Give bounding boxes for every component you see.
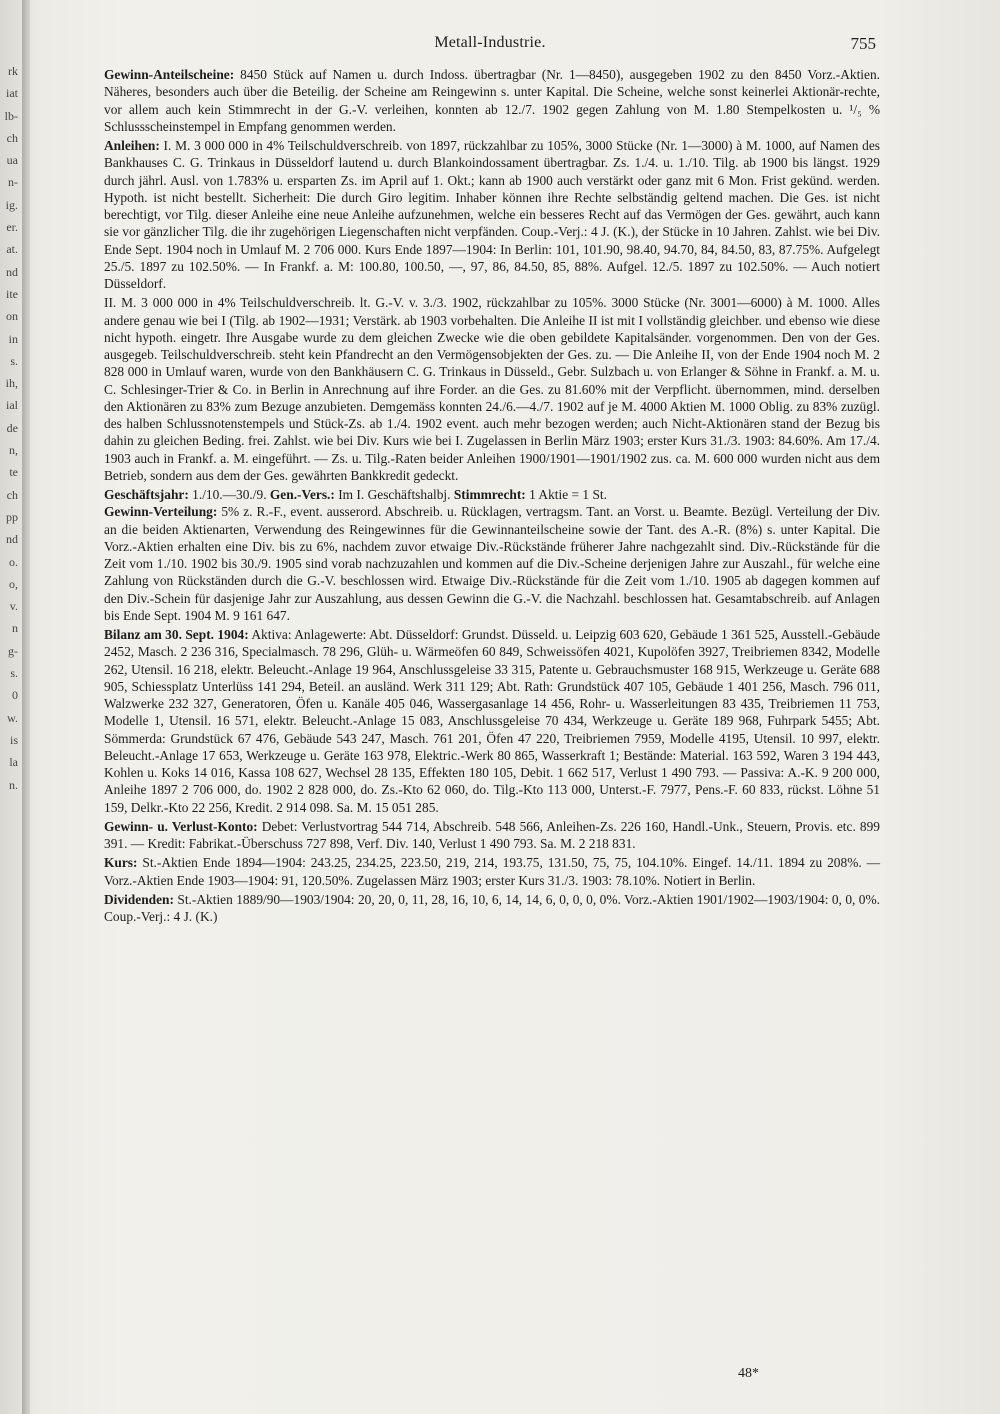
margin-fragment: ial bbox=[6, 398, 18, 413]
section-heading-gen-vers: Gen.-Vers.: bbox=[269, 487, 335, 502]
section-heading: Gewinn- u. Verlust-Konto: bbox=[104, 818, 258, 834]
margin-fragment: n- bbox=[8, 175, 18, 190]
section-heading: Bilanz am 30. Sept. 1904: bbox=[104, 627, 249, 642]
margin-fragment: on bbox=[6, 309, 18, 324]
margin-fragment: ch bbox=[6, 130, 18, 145]
section-text: II. M. 3 000 000 in 4% Teilschuldverschreib. lt. G.-V. v. 3./3. 1902, rückzahlbar zu 105%. 3000 Stücke (Nr. 3001—6000) à M. 1000. Alles andere genau wie bei I (Tilg. ab 1902—1931; Verstärk. ab 1903 vorbehalten. Die Anleihe II ist mit I vollständig gleichber. und ebenso wie diese nicht hypoth. eingetr. Ihre Ausgabe wurde zu dem gleichen Zwecke wie die oben gebildete Kapitalsänder. vorgenommen. Den von der Ges. ausgegeb. Teilschuldverschreib. steht kein Pfandrecht an den Vermögensobjekten der Ges. zu. — Die Anleihe II, von der Ende 1904 noch M. 2 828 000 in Umlauf waren, wurde von den Bankhäusern C. G. Trinkaus in Düsseld., Gebr. Sulzbach u. von Erlanger & Söhne in Frankf. a. M. u. C. Schlesinger-Trier & Co. in Berlin in Anrechnung auf ihre Forder. an die Ges. zu 81.60% mit der Verpflicht. übernommen, mind. derselben den Aktionären zu 83% zum Bezuge anzubieten. Demgemäss konnten 24./6.—4./7. 1902 auf je M. 4000 Aktien M. 1000 Oblig. zu 83% zuzügl. des halben Schlussnotenstempels und Stück-Zs. ab 1./4. 1902 event. auch mehr bezogen werden; auch Nicht-Aktionären stand der Bezug bis dahin zu gleichen Beding. frei. Zahlst. wie bei Div. Kurs wie bei I. Zugelassen in Berlin März 1903; erster Kurs 31./3. 1903: 84.60%. Am 17./4. 1903 auch in Frankf. a. M. eingeführt. — Zs. u. Tilg.-Raten beider Anleihen 1900/1901—1901/1902 zus. ca. M. 600 000 wurden nicht aus dem Betrieb, sondern aus dem der Ges. gewährten Bankkredit gedeckt. bbox=[104, 295, 880, 483]
margin-fragment: n, bbox=[9, 443, 18, 458]
section-gewinn-anteilscheine bbox=[104, 66, 880, 135]
section-text: Aktiva: Anlagewerte: Abt. Düsseldorf: Grundst. Düsseld. u. Leipzig 603 620, Gebäude 1 361 525, Ausstell.-Gebäude 2452, Masch. 2 236 316, Specialmasch. 78 296, Glüh- u. Wärmeöfen 60 849, Schweissöfen 4021, Kupolöfen 3927, Treibriemen 8342, Modelle 262, Utensil. 16 218, elektr. Beleucht.-Anlage 19 964, Anschlussgeleise 33 315, Patente u. Gebrauchsmuster 168 915, Werkzeuge u. Geräte 688 905, Schiessplatz Unterlüss 141 294, Beteil. an ausländ. Werk 311 129; Abt. Rath: Grundstück 407 105, Gebäude 1 401 256, Masch. 796 011, Walzwerke 232 327, Generatoren, Öfen u. Kanäle 405 046, Wassergasanlage 14 456, Rohr- u. Wasserleitungen 83 435, Treibriemen 11 753, Modelle 1, Utensil. 16 571, elektr. Beleucht.-Anlage 15 083, Anschlussgeleise 70 434, Werkzeuge u. Geräte 189 968, Fuhrpark 5455; Abt. Sömmerda: Grundstück 67 476, Gebäude 543 247, Masch. 761 201, Öfen 47 220, Treibriemen 7959, Modelle 4195, Utensil. 10 997, elektr. Beleucht.-Anlage 17 653, Werkzeuge u. Geräte 163 978, Elektric.-Werk 80 865, Wasserkraft 1; Bestände: Material. 163 592, Waren 3 194 443, Kohlen u. Koks 14 016, Kassa 108 627, Wechsel 28 135, Effekten 180 105, Debit. 1 662 517, Verlust 1 490 793. — Passiva: A.-K. 9 200 000, Anleihe 1897 2 706 000, do. 1902 2 828 000, do. Zs.-Kto 62 060, do. Tilg.-Kto 113 000, Unterst.-F. 7977, Pens.-F. 60 833, rückst. Löhne 51 159, Delkr.-Kto 22 256, Kredit. 2 914 098. Sa. M. 15 051 285. bbox=[104, 627, 881, 815]
margin-fragment: de bbox=[6, 420, 18, 435]
margin-fragment: la bbox=[9, 755, 18, 770]
margin-fragment: at. bbox=[6, 242, 18, 257]
margin-fragment: is bbox=[9, 732, 18, 747]
section-text: I. M. 3 000 000 in 4% Teilschuldverschreib. von 1897, rückzahlbar zu 105%, 3000 Stücke (Nr. 1—3000) à M. 1000, auf Namen des Bankhauses C. G. Trinkaus in Düsseldorf lautend u. durch Blankoindossament übertragbar. Zs. 1./4. u. 1./10. Tilg. ab 1900 bis längst. 1929 durch jährl. Ausl. von 1.783% u. ersparten Zs. im April auf 1. Okt.; kann ab 1900 auch verstärkt oder ganz mit 6 Mon. Frist gekünd. werden. Hypoth. ist nicht bestellt. Sicherheit: Die durch Giro legitim. Inhaber können ihre Rechte selbständig geltend machen. Die Ges. ist nicht berechtigt, vor Tilg. dieser Anleihe eine neue Anleihe aufzunehmen, welche ein besseres Recht auf das Vermögen der Ges. gewährt, auch kann sie vor gänzlicher Tilg. die ihr zugehörigen Liegenschaften nicht verpfänden. Coup.-Verj.: 4 J. (K.), der Stücke in 10 Jahren. Zahlst. wie bei Div. Ende Sept. 1904 noch in Umlauf M. 2 706 000. Kurs Ende 1897—1904: In Berlin: 101, 101.90, 98.40, 94.70, 84, 84.50, 83, 87.75%. Aufgelegt 25./5. 1897 zu 102.50%. — In Frankf. a. M: 100.80, 100.50, —, 97, 86, 84.50, 85, 88%. Aufgel. 12./5. 1897 zu 102.50%. — Auch notiert Düsseldorf. bbox=[104, 138, 880, 291]
section-bilanz bbox=[104, 626, 880, 816]
page-header bbox=[100, 34, 880, 58]
margin-fragment: te bbox=[9, 465, 18, 480]
margin-fragment: g- bbox=[8, 643, 18, 658]
section-text: 5% z. R.-F., event. ausserord. Abschreib. u. Rücklagen, vertragsm. Tant. an Vorst. u. Beamte. Bezügl. Verteilung der Div. an die beiden Aktienarten, Verwendung des Reingewinnes für die Gewinnanteilscheine sowie der Tant. des A.-R. (8%) s. unter Kapital. Die Vorz.-Aktien erhalten eine Div. bis zu 6%, nachdem zuvor etwaige Div.-Rückstände früherer Jahre nachgezahlt sind. Div.-Rückstände für die Zeit vom 1./10. 1902 bis 30./9. 1905 sind vorab nachzuzahlen und kommen auf die Div.-Scheine derjenigen Jahre zur Auszahl., für welche eine Zahlung von Rückständen durch die G.-V. beschlossen wird. Etwaige Div.-Rückstände für die Zeit vom 1./10. 1905 ab dagegen kommen auf den Div.-Schein für dasjenige Jahr zur Auszahlung, aus dessen Gewinn die G.-V. die Nachzahl. beschlossen hat. Gesamtabschreib. auf Anlagen bis Ende Sept. 1904 M. 9 161 647. bbox=[104, 504, 880, 623]
margin-fragment: ua bbox=[6, 153, 18, 168]
section-text: 8450 Stück auf Namen u. durch Indoss. übertragbar (Nr. 1—8450), ausgegeben 1902 zu den 8450 Vorz.-Aktien. Näheres, besonders auch über die Beteilig. der Scheine am Reingewinn s. unter Kapital. Die Scheine, welche sonst keinerlei Aktionär-rechte, vor allem auch kein Stimmrecht in der G.-V. verleihen, konnten ab 12./7. 1902 gegen Zahlung von M. 1.80 Stempelkosten u. ¹/₅ % Schlussscheinstempel in Empfang genommen werden. bbox=[104, 67, 880, 134]
margin-fragment: n bbox=[12, 621, 18, 636]
margin-fragment: lb- bbox=[4, 108, 18, 123]
page-number: 755 bbox=[850, 34, 876, 53]
section-text: 1 Aktie = 1 St. bbox=[525, 487, 607, 502]
previous-page-edge bbox=[0, 60, 22, 792]
section-text: St.-Aktien Ende 1894—1904: 243.25, 234.25, 223.50, 219, 214, 193.75, 131.50, 75, 75, 104.10%. Eingef. 14./11. 1894 zu 208%. — Vorz.-Aktien Ende 1903—1904: 91, 120.50%. Zugelassen März 1903; erster Kurs 31./3. 1903: 78.10%. Notiert in Berlin. bbox=[104, 855, 880, 888]
section-anleihen bbox=[104, 137, 880, 292]
margin-fragment: n. bbox=[9, 777, 18, 792]
running-title: Metall-Industrie. bbox=[434, 34, 546, 51]
section-heading: Gewinn-Anteilscheine: bbox=[104, 67, 235, 82]
section-text: St.-Aktien 1889/90—1903/1904: 20, 20, 0, 11, 28, 16, 10, 6, 14, 14, 6, 0, 0, 0, 0%. Vorz.-Aktien 1901/1902—1903/1904: 0, 0, 0%. Coup.-Verj.: 4 J. (K.) bbox=[104, 891, 880, 924]
margin-fragment: rk bbox=[8, 64, 18, 78]
section-geschaeftsjahr bbox=[104, 486, 880, 503]
section-kurs bbox=[104, 854, 880, 889]
section-heading-stimmrecht: Stimmrecht: bbox=[453, 487, 526, 502]
margin-fragment: ite bbox=[6, 286, 18, 301]
page-body bbox=[104, 66, 880, 925]
section-heading: Dividenden: bbox=[104, 891, 174, 907]
section-heading: Anleihen: bbox=[104, 138, 160, 153]
section-text: Im I. Geschäftshalbj. bbox=[334, 487, 454, 502]
margin-fragment: w. bbox=[7, 710, 18, 725]
binding-gutter bbox=[22, 0, 30, 1414]
margin-fragment: s. bbox=[10, 353, 18, 368]
margin-fragment: iat bbox=[6, 86, 18, 101]
section-gewinn-verteilung bbox=[104, 503, 880, 624]
section-heading: Kurs: bbox=[104, 855, 138, 871]
margin-fragment: 0 bbox=[12, 688, 18, 703]
margin-fragment: o. bbox=[9, 554, 18, 569]
margin-fragment: ih, bbox=[5, 376, 18, 391]
margin-fragment: pp bbox=[6, 509, 18, 524]
margin-fragment: er. bbox=[6, 220, 18, 235]
margin-fragment: nd bbox=[6, 532, 18, 547]
margin-fragment: in bbox=[8, 331, 18, 346]
section-gewinn-verlust-konto bbox=[104, 818, 880, 853]
margin-fragment: ch bbox=[6, 487, 18, 502]
section-dividenden bbox=[104, 891, 880, 926]
signature-mark: 48* bbox=[738, 1366, 759, 1381]
margin-fragment: nd bbox=[6, 264, 18, 279]
section-heading: Gewinn-Verteilung: bbox=[104, 504, 218, 520]
margin-fragment: s. bbox=[10, 666, 18, 681]
section-heading: Geschäftsjahr: bbox=[104, 487, 189, 502]
margin-fragment: v. bbox=[9, 599, 18, 614]
margin-fragment: o, bbox=[9, 576, 18, 591]
margin-fragment: ig. bbox=[5, 197, 18, 212]
section-text: Debet: Verlustvortrag 544 714, Abschreib. 548 566, Anleihen-Zs. 226 160, Handl.-Unk., Steuern, Provis. etc. 899 391. — Kredit: Fabrikat.-Überschuss 727 898, Verf. Div. 140, Verlust 1 490 793. Sa. M. 2 218 831. bbox=[104, 818, 880, 851]
section-text: 1./10.—30./9. bbox=[188, 487, 270, 502]
section-anleihe-2 bbox=[104, 294, 880, 484]
